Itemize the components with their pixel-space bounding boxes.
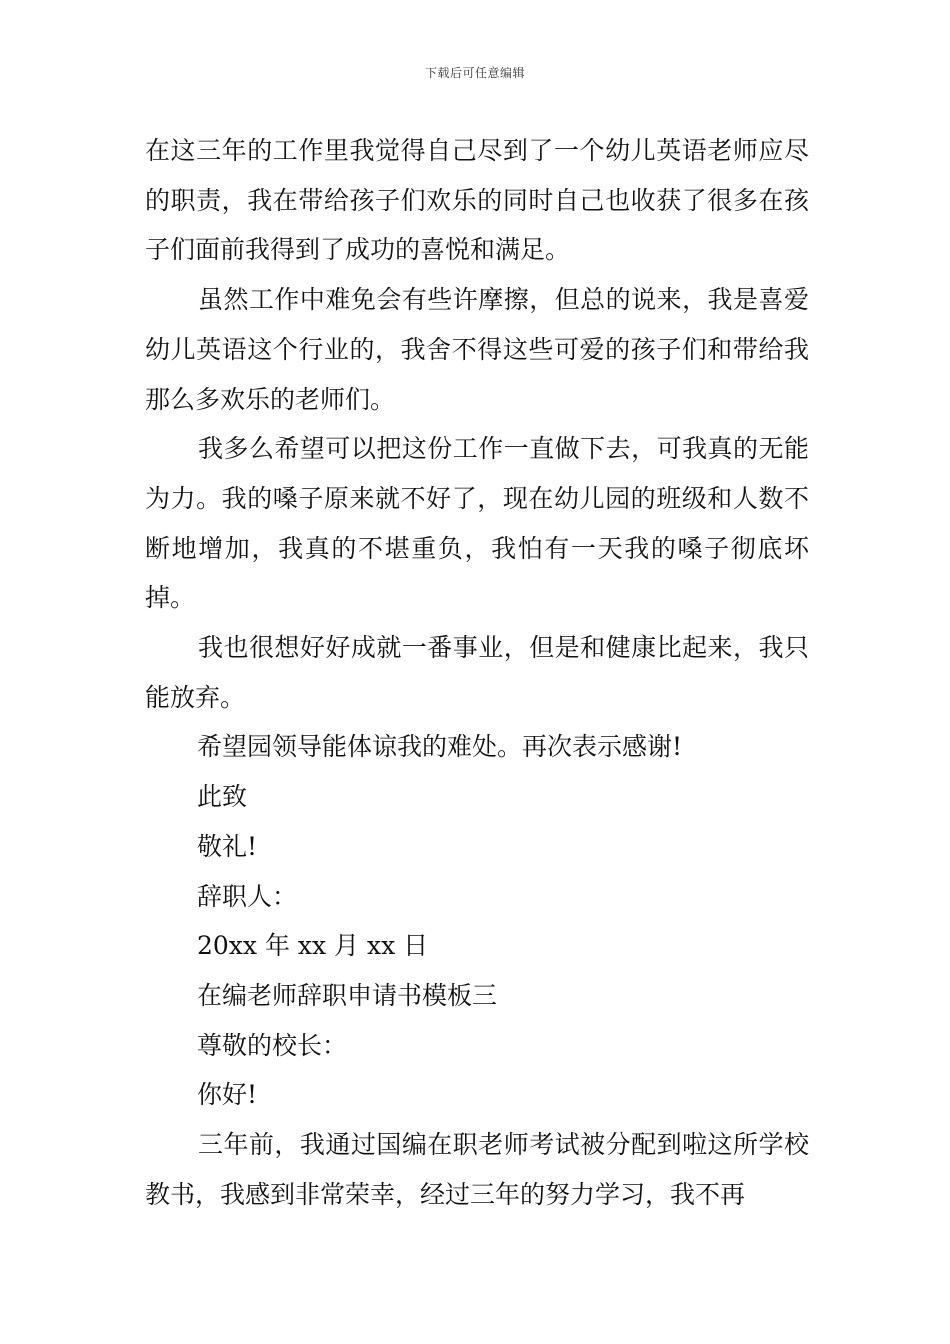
- section-title: 在编老师辞职申请书模板三: [197, 980, 498, 1010]
- closing-line: 希望园领导能体谅我的难处。再次表示感谢!: [197, 732, 683, 762]
- page-header: 下载后可任意编辑: [424, 66, 525, 80]
- paragraph: 我也很想好好成就一番事业，但是和健康比起来，我只能放弃。: [145, 633, 809, 712]
- greeting-line: 尊敬的校长：: [197, 1030, 348, 1060]
- date-line: 20xx 年 xx 月 xx 日: [197, 931, 429, 961]
- greeting-line: 你好!: [197, 1080, 258, 1110]
- salutation-line: 敬礼!: [197, 831, 258, 861]
- paragraph: 三年前，我通过国编在职老师考试被分配到啦这所学校教书，我感到非常荣幸，经过三年的努力学习，我不再: [145, 1130, 809, 1209]
- paragraph: 在这三年的工作里我觉得自己尽到了一个幼儿英语老师应尽的职责，我在带给孩子们欢乐的同时自己也收获了很多在孩子们面前我得到了成功的喜悦和满足。: [145, 136, 809, 265]
- paragraph: 我多么希望可以把这份工作一直做下去，可我真的无能为力。我的嗓子原来就不好了，现在幼儿园的班级和人数不断地增加，我真的不堪重负，我怕有一天我的嗓子彻底坏掉。: [145, 434, 809, 613]
- document-body: [145, 126, 809, 1219]
- salutation-line: 此致: [197, 782, 248, 812]
- paragraph: 虽然工作中难免会有些许摩擦，但总的说来，我是喜爱幼儿英语这个行业的，我舍不得这些可爱的孩子们和带给我那么多欢乐的老师们。: [145, 285, 809, 414]
- signature-line: 辞职人：: [197, 881, 298, 911]
